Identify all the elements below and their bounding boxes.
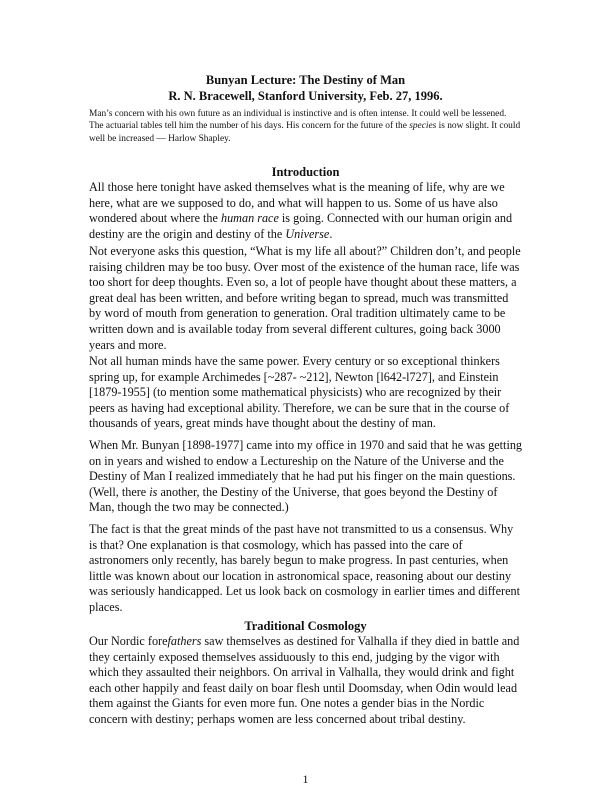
section-heading-traditional-cosmology: Traditional Cosmology <box>244 619 367 633</box>
paragraph-4: When Mr. Bunyan [1898-1977] came into my office in 1970 and said that he was getting on in years and wished to endow a Lectureship on the Nature of the Universe and the Destiny of Man I realized immediately that he had put his finger on the main questions. (Well, there is another, the Destiny of the Universe, that goes beyond the Destiny of Man, though the two may be connected.) <box>89 438 523 515</box>
epigraph: Man’s concern with his own future as an individual is instinctive and is often intense. It could well be lessened. The actuarial tables tell him the number of his days. His concern for the future of the species is now slight. It could well be increased — Harlow Shapley. <box>89 109 521 144</box>
paragraph-5: The fact is that the great minds of the past have not transmitted to us a consensus. Why is that? One explanation is that cosmology, which has passed into the care of astronomers only recently, has barely begun to make progress. In past centuries, when little was known about our location in astronomical space, reasoning about our destiny was seriously handicapped. Let us look back on cosmology in earlier times and different places. <box>89 522 520 614</box>
paragraph-6: Our Nordic forefathers saw themselves as destined for Valhalla if they died in battle and they certainly exposed themselves assiduously to this end, judging by the vigor with which they assaulted their neighbors. On arrival in Valhalla, they would drink and fight each other happily and feast daily on boar flesh until Doomsday, when Odin would lead them against the Giants for even more fun. One notes a gender bias in the Nordic concern with destiny; perhaps women are less concerned about tribal destiny. <box>89 634 520 726</box>
epigraph-italic: species <box>409 121 437 132</box>
paragraph-1: All those here tonight have asked themselves what is the meaning of life, why are we here, what are we supposed to do, and what will happen to us. Some of us have also wondered about where the human race is going. Connected with our human origin and destiny are the origin and destiny of the Universe. <box>89 180 513 241</box>
page-number: 1 <box>302 772 309 786</box>
paragraph-2: Not everyone asks this question, “What is my life all about?” Children don’t, and people raising children may be too busy. Over most of the existence of the human race, life was too short for deep thoughts. Even so, a lot of people have thought about these matters, a great deal has been written, and before writing began to spread, much was transmitted by word of mouth from generation to generation. Oral tradition ultimately came to be written down and is available today from several different cultures, going back 3000 years and more. <box>89 244 521 352</box>
paragraph-3: Not all human minds have the same power. Every century or so exceptional thinkers spring up, for example Archimedes [~287- ~212], Newton [l642-l727], and Einstein [1879-1955] (to mention some mathematical physicists) who are recognized by their peers as having had exceptional ability. Therefore, we can be sure that in the course of thousands of years, great minds have thought about the destiny of man. <box>89 354 510 431</box>
document-byline: R. N. Bracewell, Stanford University, Feb. 27, 1996. <box>168 89 443 103</box>
document-title: Bunyan Lecture: The Destiny of Man <box>205 73 406 87</box>
section-heading-introduction: Introduction <box>271 165 340 179</box>
